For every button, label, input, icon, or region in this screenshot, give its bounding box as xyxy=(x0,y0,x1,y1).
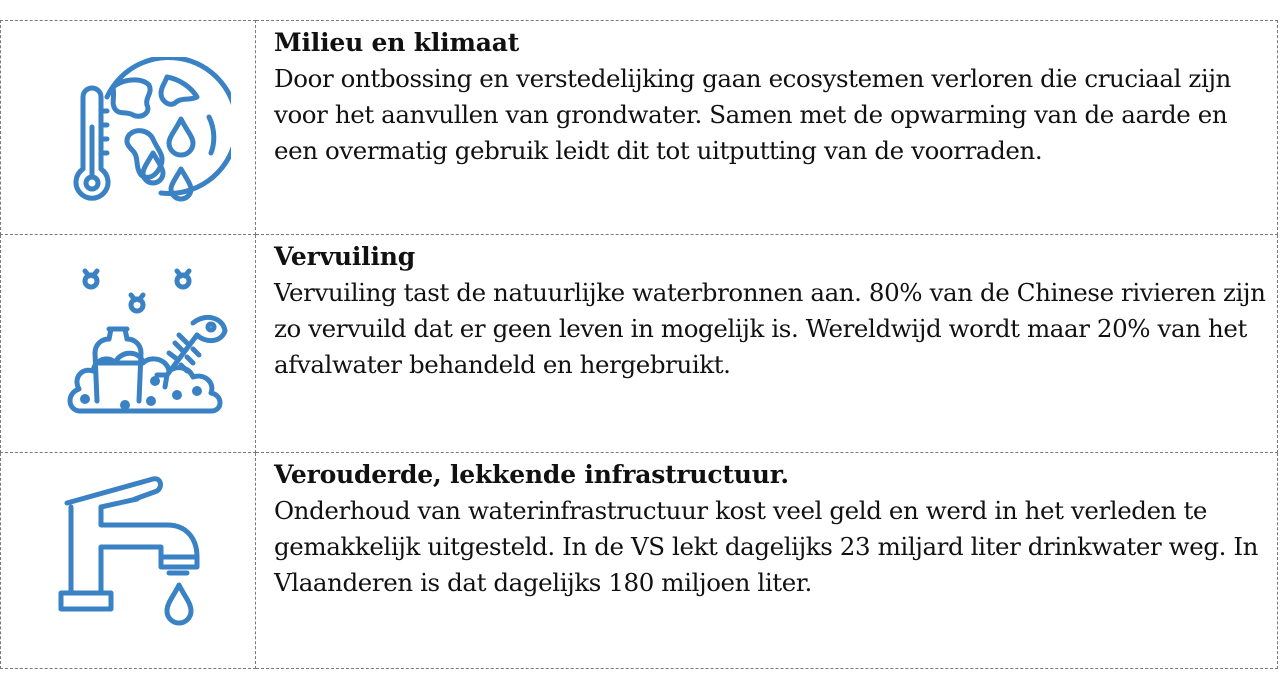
text-cell xyxy=(256,21,1278,235)
globe-thermometer-icon xyxy=(49,57,231,217)
table-row xyxy=(1,453,1278,669)
icon-cell xyxy=(1,453,256,669)
item-title: Milieu en klimaat xyxy=(274,28,520,57)
info-table xyxy=(0,20,1278,669)
icon-cell xyxy=(1,21,256,235)
item-body: Vervuiling tast de natuurlijke waterbronnen aan. 80% van de Chinese rivieren zijn zo vervuild dat er geen leven in mogelijk is. Wereldwijd wordt maar 20% van het afvalwater behandeld en hergebruikt. xyxy=(274,278,1266,379)
table-row xyxy=(1,21,1278,235)
item-title: Verouderde, lekkende infrastructuur. xyxy=(274,460,789,489)
item-body: Onderhoud van waterinfrastructuur kost veel geld en werd in het verleden te gemakkelijk uitgesteld. In de VS lekt dagelijks 23 miljard liter drinkwater weg. In Vlaanderen is dat dagelijks 180 miljoen liter. xyxy=(274,496,1259,597)
item-body: Door ontbossing en verstedelijking gaan ecosystemen verloren die cruciaal zijn voor het aanvullen van grondwater. Samen met de opwarming van de aarde en een overmatig gebruik leidt dit tot uitputting van de voorraden. xyxy=(274,64,1231,165)
icon-cell xyxy=(1,235,256,453)
text-cell xyxy=(256,235,1278,453)
pollution-waste-icon xyxy=(65,263,229,423)
dripping-faucet-icon xyxy=(57,473,207,633)
table-row xyxy=(1,235,1278,453)
text-cell xyxy=(256,453,1278,669)
item-title: Vervuiling xyxy=(274,242,416,271)
